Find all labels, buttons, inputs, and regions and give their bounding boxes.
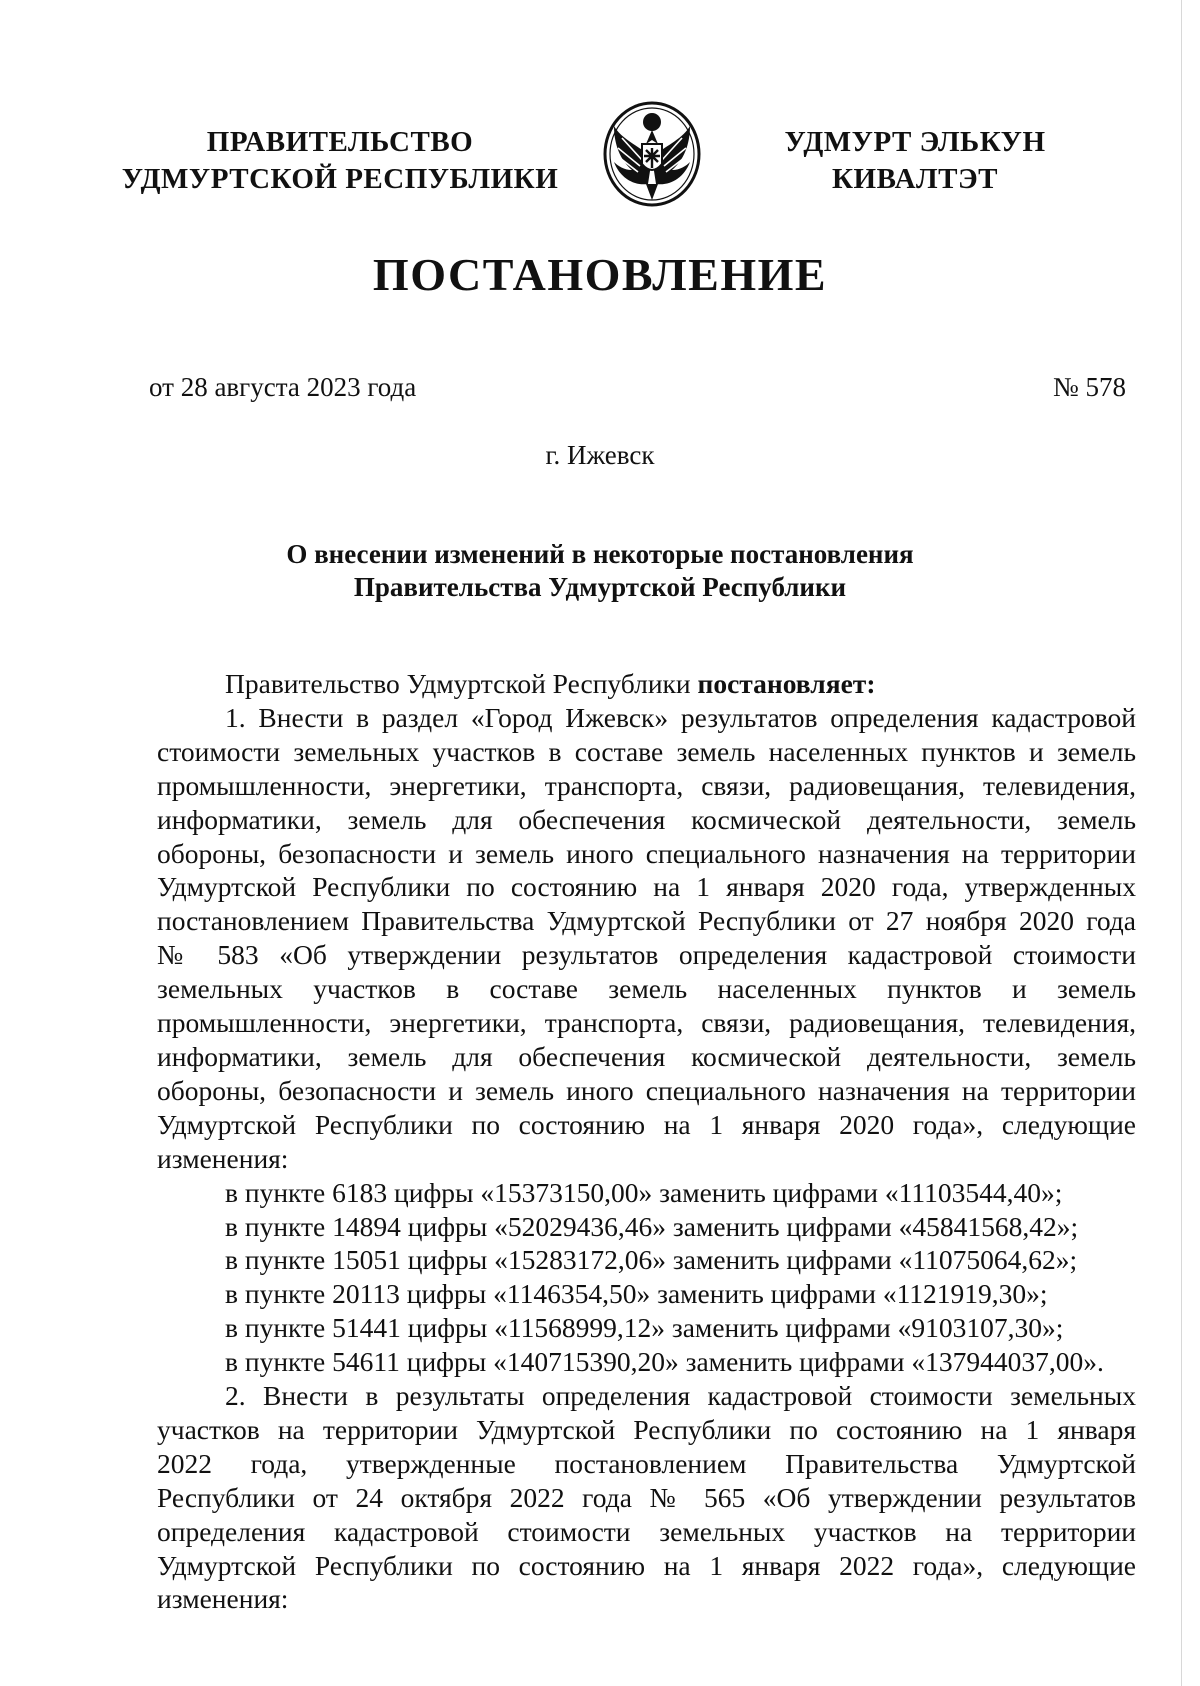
intro-text: Правительство Удмуртской Республики <box>225 668 698 699</box>
p1-line: промышленности, энергетики, транспорта, связи, радиовещания, телевидения, <box>157 1007 1136 1039</box>
header-left-line-1: ПРАВИТЕЛЬСТВО <box>206 126 474 158</box>
p1-line: Удмуртской Республики по состоянию на 1 января 2020 года, утвержденных <box>157 871 1136 903</box>
p2-line: изменения: <box>157 1583 289 1615</box>
p1-line: промышленности, энергетики, транспорта, связи, радиовещания, телевидения, <box>157 769 1136 801</box>
change-item: в пункте 6183 цифры «15373150,00» заменить цифрами «11103544,40»; <box>225 1176 1063 1208</box>
p2-line: Республики от 24 октября 2022 года № 565 «Об утверждении результатов <box>157 1481 1136 1513</box>
p2-line: 2022 года, утвержденные постановлением Правительства Удмуртской <box>157 1447 1136 1479</box>
p2-line: 2. Внести в результаты определения кадастровой стоимости земельных <box>225 1380 1136 1412</box>
p1-line: № 583 «Об утверждении результатов определения кадастровой стоимости <box>157 939 1136 971</box>
p1-line: обороны, безопасности и земель иного специального назначения на территории <box>157 837 1136 869</box>
subject-line-1: О внесении изменений в некоторые постановления <box>286 539 914 569</box>
p1-line: 1. Внести в раздел «Город Ижевск» результатов определения кадастровой <box>225 701 1136 733</box>
document-number: № 578 <box>1052 372 1126 402</box>
change-item: в пункте 54611 цифры «140715390,20» заменить цифрами «137944037,00». <box>225 1346 1104 1378</box>
p1-line: информатики, земель для обеспечения космической деятельности, земель <box>157 803 1136 835</box>
p2-line: определения кадастровой стоимости земельных участков на территории <box>157 1515 1136 1547</box>
header-right-line-1: УДМУРТ ЭЛЬКУН <box>784 126 1046 158</box>
change-item: в пункте 51441 цифры «11568999,12» заменить цифрами «9103107,30»; <box>225 1312 1064 1344</box>
document-title: ПОСТАНОВЛЕНИЕ <box>372 249 828 300</box>
document-date: от 28 августа 2023 года <box>149 372 417 402</box>
scan-edge-line <box>1181 0 1182 1686</box>
p1-line: информатики, земель для обеспечения космической деятельности, земель <box>157 1040 1136 1072</box>
intro-bold: постановляет: <box>697 668 876 699</box>
document-subject <box>0 538 1200 604</box>
document-body <box>157 667 1136 1616</box>
change-item: в пункте 20113 цифры «1146354,50» заменить цифрами «1121919,30»; <box>225 1278 1048 1310</box>
header-left-line-2: УДМУРТСКОЙ РЕСПУБЛИКИ <box>121 163 559 195</box>
p1-line: обороны, безопасности и земель иного специального назначения на территории <box>157 1074 1136 1106</box>
change-item: в пункте 14894 цифры «52029436,46» заменить цифрами «45841568,42»; <box>225 1210 1079 1242</box>
p2-line: участков на территории Удмуртской Республики по состоянию на 1 января <box>157 1413 1136 1445</box>
intro-paragraph <box>157 667 1136 701</box>
subject-line-2: Правительства Удмуртской Республики <box>353 572 847 602</box>
p1-line: стоимости земельных участков в составе земель населенных пунктов и земель <box>157 735 1136 767</box>
p2-line: Удмуртской Республики по состоянию на 1 января 2022 года», следующие <box>157 1549 1136 1581</box>
government-name-udmurt <box>765 124 1065 198</box>
p1-line: земельных участков в составе земель населенных пунктов и земель <box>157 973 1136 1005</box>
p1-line: постановлением Правительства Удмуртской Республики от 27 ноября 2020 года <box>157 905 1136 937</box>
header-right-line-2: КИВАЛТЭТ <box>831 163 998 195</box>
government-name-russian <box>110 124 570 198</box>
p1-line: Удмуртской Республики по состоянию на 1 января 2020 года», следующие <box>157 1108 1136 1140</box>
change-item: в пункте 15051 цифры «15283172,06» заменить цифрами «11075064,62»; <box>225 1244 1078 1276</box>
udmurt-coat-of-arms-icon <box>601 100 703 208</box>
document-city: г. Ижевск <box>545 440 655 470</box>
p1-line: изменения: <box>157 1142 289 1174</box>
